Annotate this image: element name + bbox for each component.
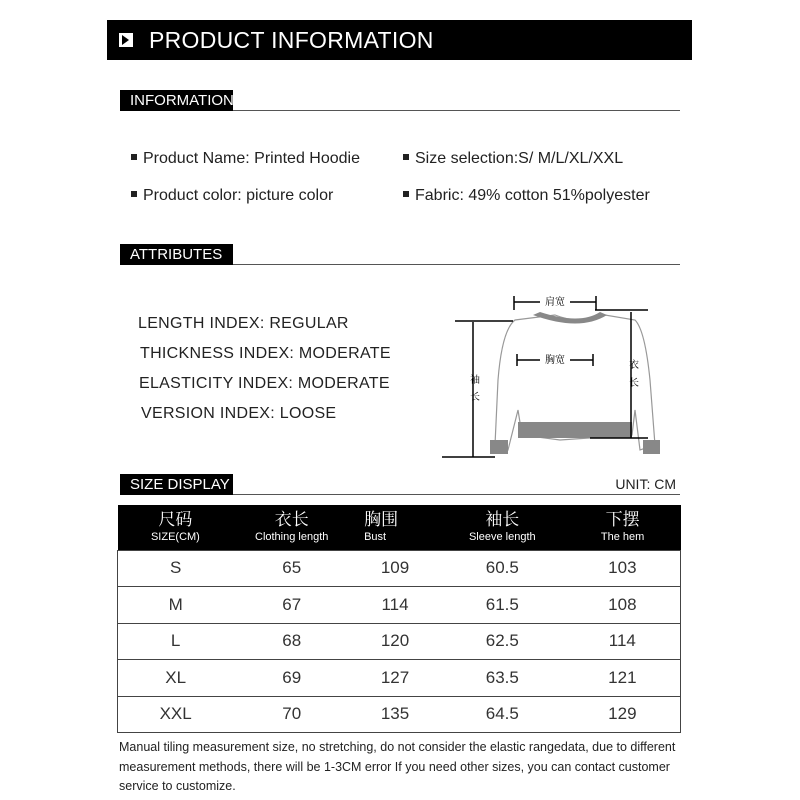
column-header bbox=[350, 505, 440, 550]
chest-label: 胸宽 bbox=[545, 355, 565, 366]
information-tag: INFORMATION bbox=[120, 90, 233, 111]
sleeve-label-1: 袖 bbox=[470, 375, 480, 386]
table-cell: 62.5 bbox=[440, 623, 565, 660]
column-header-en: The hem bbox=[600, 531, 645, 544]
size-display-tag: SIZE DISPLAY bbox=[120, 474, 233, 495]
table-cell: 70 bbox=[233, 696, 350, 733]
table-cell: S bbox=[118, 550, 234, 587]
table-cell: 127 bbox=[350, 660, 440, 697]
size-table bbox=[117, 505, 681, 733]
info-product-name: Product Name: Printed Hoodie bbox=[131, 150, 360, 168]
table-row bbox=[118, 623, 681, 660]
table-cell: 63.5 bbox=[440, 660, 565, 697]
column-header-cn: 袖长 bbox=[485, 510, 520, 530]
attr-elasticity: ELASTICITY INDEX: MODERATE bbox=[139, 375, 390, 392]
table-cell: 64.5 bbox=[440, 696, 565, 733]
table-cell: 114 bbox=[565, 623, 681, 660]
table-cell: 61.5 bbox=[440, 587, 565, 624]
table-cell: 120 bbox=[350, 623, 440, 660]
divider bbox=[233, 110, 680, 111]
column-header bbox=[440, 505, 565, 550]
table-cell: 129 bbox=[565, 696, 681, 733]
table-cell: 114 bbox=[350, 587, 440, 624]
table-cell: XXL bbox=[118, 696, 234, 733]
divider bbox=[233, 264, 680, 265]
sweater-measurement-diagram bbox=[440, 290, 660, 470]
table-cell: L bbox=[118, 623, 234, 660]
page-header bbox=[107, 20, 692, 60]
table-cell: XL bbox=[118, 660, 234, 697]
table-cell: 135 bbox=[350, 696, 440, 733]
sleeve-label-2: 长 bbox=[470, 392, 480, 403]
column-header bbox=[118, 505, 234, 550]
length-label-2: 长 bbox=[629, 378, 639, 389]
column-header-cn: 胸围 bbox=[364, 510, 399, 530]
attributes-tag: ATTRIBUTES bbox=[120, 244, 233, 265]
length-label-1: 衣 bbox=[629, 360, 639, 371]
column-header-cn: 衣长 bbox=[274, 510, 309, 530]
table-cell: 103 bbox=[565, 550, 681, 587]
column-header-en: Clothing length bbox=[255, 531, 329, 544]
column-header-en: Sleeve length bbox=[468, 531, 536, 544]
measurement-note: Manual tiling measurement size, no stretching, do not consider the elastic rangedata, due to different measurement methods, there will be 1-3CM error If you need other sizes, you can contact customer service to customize. bbox=[119, 740, 676, 793]
attr-length: LENGTH INDEX: REGULAR bbox=[138, 315, 349, 332]
table-row bbox=[118, 587, 681, 624]
table-row bbox=[118, 660, 681, 697]
table-cell: 69 bbox=[233, 660, 350, 697]
table-cell: 68 bbox=[233, 623, 350, 660]
chevron-right-icon bbox=[119, 33, 133, 47]
table-cell: 67 bbox=[233, 587, 350, 624]
column-header bbox=[565, 505, 681, 550]
table-cell: 109 bbox=[350, 550, 440, 587]
unit-label: UNIT: CM bbox=[615, 476, 676, 492]
page-title: PRODUCT INFORMATION bbox=[149, 26, 434, 53]
column-header-cn: 下摆 bbox=[605, 510, 640, 530]
info-fabric: Fabric: 49% cotton 51%polyester bbox=[403, 187, 650, 205]
table-row bbox=[118, 550, 681, 587]
column-header-en: SIZE(CM) bbox=[150, 531, 200, 544]
table-row bbox=[118, 696, 681, 733]
divider bbox=[233, 494, 680, 495]
table-cell: 108 bbox=[565, 587, 681, 624]
table-cell: 65 bbox=[233, 550, 350, 587]
info-product-color: Product color: picture color bbox=[131, 187, 333, 205]
attr-thickness: THICKNESS INDEX: MODERATE bbox=[140, 345, 391, 362]
table-cell: 60.5 bbox=[440, 550, 565, 587]
column-header bbox=[233, 505, 350, 550]
info-size-selection: Size selection:S/ M/L/XL/XXL bbox=[403, 150, 623, 168]
shoulder-label: 肩宽 bbox=[545, 297, 565, 308]
column-header-en: Bust bbox=[364, 531, 387, 544]
attr-version: VERSION INDEX: LOOSE bbox=[141, 405, 337, 422]
table-cell: M bbox=[118, 587, 234, 624]
column-header-cn: 尺码 bbox=[158, 510, 193, 530]
table-cell: 121 bbox=[565, 660, 681, 697]
